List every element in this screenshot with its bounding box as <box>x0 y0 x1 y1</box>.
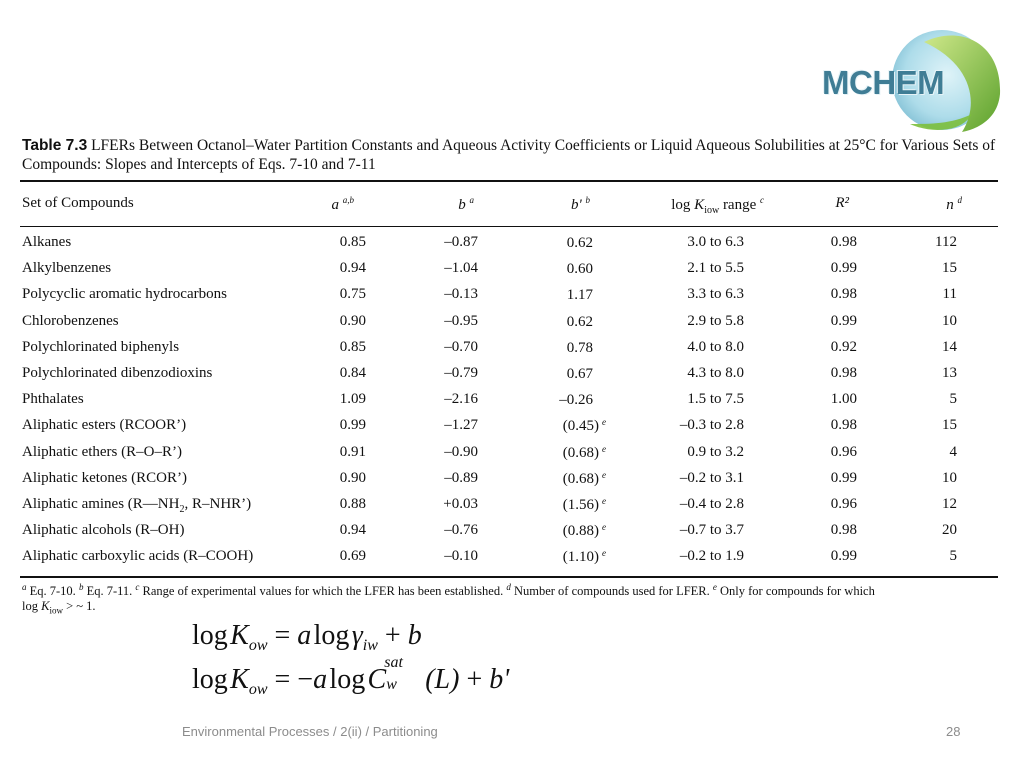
value-r-squared: 0.99 <box>830 548 857 565</box>
value-n: 10 <box>942 469 957 486</box>
equation-1: log $K_{ow} = a$ log $\gamma_{iw} + b$ <box>192 620 422 654</box>
compound-set-name: Phthalates <box>22 391 84 408</box>
header-r-squared: R² <box>835 195 849 211</box>
value-log-k-range: –0.3 to 2.8 <box>679 417 744 434</box>
value-a: 0.84 <box>339 364 366 381</box>
compound-set-name: Aliphatic amines ($R—NH_2$, R–NHR’) <box>22 495 252 515</box>
header-a: a $^{a,b}$ <box>331 195 354 213</box>
table-row <box>0 522 1024 548</box>
value-r-squared: 0.99 <box>830 469 857 486</box>
value-b-prime: (0.45) $^e$ <box>562 417 606 435</box>
value-r-squared: 0.96 <box>830 495 857 512</box>
value-b: –0.13 <box>444 286 478 303</box>
slide-footer-text: Environmental Processes / 2(ii) / Partitioning <box>182 724 438 739</box>
value-r-squared: 0.99 <box>830 312 857 329</box>
value-log-k-range: –0.2 to 1.9 <box>679 548 744 565</box>
value-b-prime: 0.60 <box>566 261 593 278</box>
value-a: 0.91 <box>339 443 366 460</box>
value-b-prime: 0.62 <box>566 235 593 251</box>
value-log-k-range: 0.9 to 3.2 <box>687 443 744 460</box>
value-b-prime: 0.78 <box>566 339 593 356</box>
header-rule <box>20 226 998 227</box>
table-caption <box>22 136 1002 174</box>
compound-set-name: Alkanes <box>22 234 72 250</box>
value-r-squared: 0.99 <box>830 260 857 277</box>
value-log-k-range: 4.3 to 8.0 <box>687 364 744 381</box>
table-body <box>0 234 1024 574</box>
value-b: –0.79 <box>444 364 478 381</box>
value-a: 0.69 <box>339 548 366 565</box>
compound-set-name: Aliphatic alcohols (R–OH) <box>22 522 185 539</box>
compound-set-name: Polychlorinated biphenyls <box>22 338 180 355</box>
mchem-logo <box>812 24 1008 134</box>
value-b: –0.87 <box>444 234 478 250</box>
value-n: 14 <box>942 338 957 355</box>
value-r-squared: 0.96 <box>830 443 857 460</box>
compound-set-name: Aliphatic esters (RCOOR’) <box>22 417 187 434</box>
value-a: 0.90 <box>339 312 366 329</box>
value-b-prime: 0.62 <box>566 313 593 330</box>
table-row <box>0 313 1024 339</box>
table-label: Table 7.3 <box>22 137 88 154</box>
value-a: 0.75 <box>339 286 366 303</box>
value-log-k-range: 2.1 to 5.5 <box>687 260 744 277</box>
header-set-of-compounds: Set of Compounds <box>22 195 134 211</box>
table-row <box>0 391 1024 417</box>
value-n: 12 <box>942 495 957 512</box>
header-b: b $^a$ <box>458 195 474 213</box>
value-b-prime: (0.68) $^e$ <box>562 443 606 461</box>
table-row <box>0 444 1024 470</box>
value-b-prime: (1.10) $^e$ <box>562 548 606 566</box>
value-r-squared: 1.00 <box>830 391 857 408</box>
compound-set-name: Aliphatic ethers (R–O–R’) <box>22 443 182 460</box>
compound-set-name: Aliphatic ketones (RCOR’) <box>22 469 187 486</box>
value-b-prime: (0.68) $^e$ <box>562 469 606 487</box>
table-bottom-rule <box>20 576 998 578</box>
value-a: 0.99 <box>339 417 366 434</box>
value-b: +0.03 <box>443 495 478 512</box>
value-b: –0.95 <box>444 312 478 329</box>
value-a: 0.94 <box>339 260 366 277</box>
value-n: 5 <box>949 548 957 565</box>
value-n: 4 <box>949 443 957 460</box>
table-row <box>0 260 1024 286</box>
value-b-prime: (1.56) $^e$ <box>562 495 606 513</box>
value-n: 15 <box>942 260 957 277</box>
header-b-prime: b' $^b$ <box>571 195 590 213</box>
slide-page-number: 28 <box>946 724 961 739</box>
header-n: n $^d$ <box>946 195 962 213</box>
value-b: –0.89 <box>444 469 478 486</box>
table-row <box>0 496 1024 522</box>
compound-set-name: Polycyclic aromatic hydrocarbons <box>22 286 227 303</box>
value-log-k-range: –0.2 to 3.1 <box>679 469 744 486</box>
compound-set-name: Aliphatic carboxylic acids (R–COOH) <box>22 548 254 565</box>
value-b-prime: 0.67 <box>566 365 593 382</box>
value-b: –2.16 <box>444 391 478 408</box>
value-n: 11 <box>942 286 957 303</box>
table-top-rule <box>20 180 998 182</box>
value-log-k-range: 2.9 to 5.8 <box>687 312 744 329</box>
table-row <box>0 470 1024 496</box>
value-r-squared: 0.98 <box>830 417 857 434</box>
logo-text: MCHEM <box>822 64 945 101</box>
value-b: –1.27 <box>444 417 478 434</box>
value-a: 0.88 <box>339 495 366 512</box>
value-b: –0.90 <box>444 443 478 460</box>
value-r-squared: 0.98 <box>830 234 857 250</box>
value-n: 13 <box>942 364 957 381</box>
table-footnote: $^a$ Eq. 7-10. $^b$ Eq. 7-11. $^c$ Range of experimental values for which the LFER has been established. $^d$ Number of compounds used for LFER. $^e$ Only for compounds for which $\log K_{iow}$ > ~ 1. <box>22 582 875 616</box>
value-n: 5 <box>949 391 957 408</box>
equation-2: log $K_{ow} = -a$ log C sat w (L) + b' <box>192 654 510 698</box>
table-caption-text: LFERs Between Octanol–Water Partition Constants and Aqueous Activity Coefficients or Liquid Aqueous Solubilities at 25°C for Various Sets of Compounds: Slopes and Intercepts of Eqs. 7-10 and 7-11 <box>22 137 996 173</box>
value-r-squared: 0.98 <box>830 364 857 381</box>
compound-set-name: Alkylbenzenes <box>22 260 112 277</box>
value-b: –1.04 <box>444 260 478 277</box>
value-n: 15 <box>942 417 957 434</box>
compound-set-name: Chlorobenzenes <box>22 312 119 329</box>
value-log-k-range: 3.0 to 6.3 <box>687 234 744 250</box>
value-log-k-range: 1.5 to 7.5 <box>687 391 744 408</box>
value-n: 10 <box>942 312 957 329</box>
table-row <box>0 234 1024 260</box>
value-a: 0.90 <box>339 469 366 486</box>
table-row <box>0 365 1024 391</box>
value-b-prime: (0.88) $^e$ <box>562 522 606 540</box>
value-a: 1.09 <box>339 391 366 408</box>
table-row <box>0 417 1024 443</box>
compound-set-name: Polychlorinated dibenzodioxins <box>22 364 213 381</box>
table-row <box>0 339 1024 365</box>
value-r-squared: 0.92 <box>830 338 857 355</box>
value-b-prime: –0.26 <box>559 392 593 409</box>
value-b: –0.10 <box>444 548 478 565</box>
value-log-k-range: –0.7 to 3.7 <box>679 522 744 539</box>
value-r-squared: 0.98 <box>830 286 857 303</box>
header-log-k-range: $\log K_{iow}$ range $^c$ <box>671 195 764 216</box>
value-b: –0.70 <box>444 338 478 355</box>
value-a: 0.85 <box>339 338 366 355</box>
value-n: 112 <box>935 234 957 250</box>
value-log-k-range: 4.0 to 8.0 <box>687 338 744 355</box>
value-b: –0.76 <box>444 522 478 539</box>
value-b-prime: 1.17 <box>566 287 593 304</box>
table-row <box>0 286 1024 312</box>
value-r-squared: 0.98 <box>830 522 857 539</box>
value-n: 20 <box>942 522 957 539</box>
table-header <box>0 195 1024 217</box>
value-a: 0.94 <box>339 522 366 539</box>
value-log-k-range: –0.4 to 2.8 <box>679 495 744 512</box>
table-row <box>0 548 1024 574</box>
value-log-k-range: 3.3 to 6.3 <box>687 286 744 303</box>
value-a: 0.85 <box>339 234 366 250</box>
